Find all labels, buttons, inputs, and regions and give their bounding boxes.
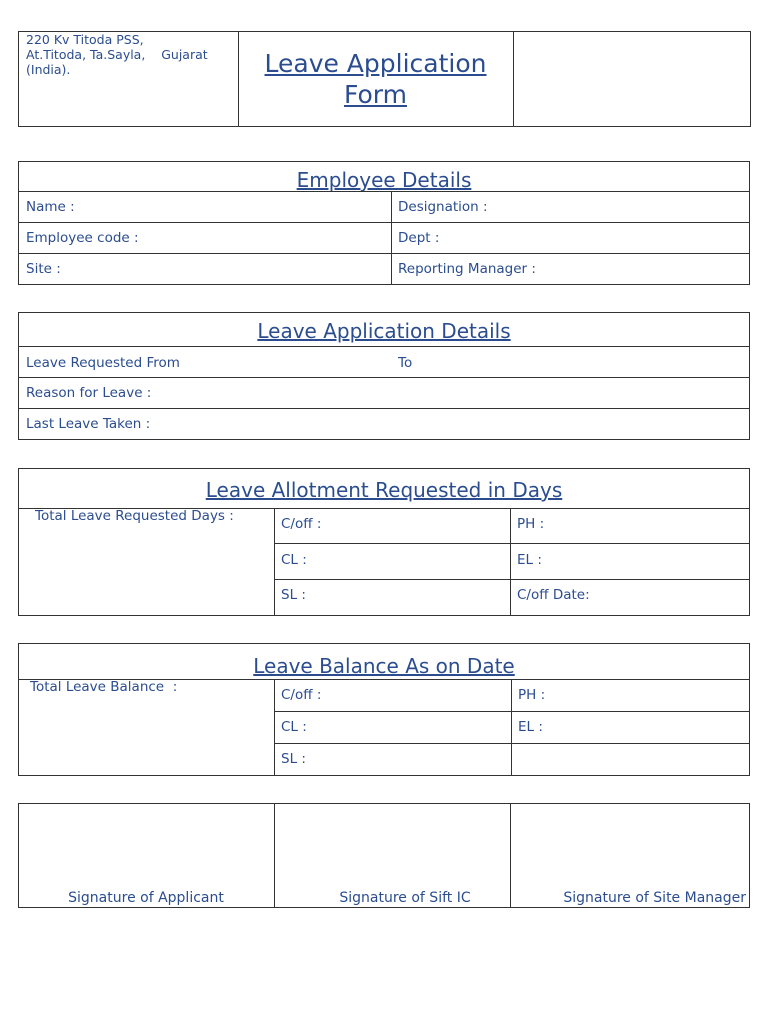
allotment-coff-label: C/off : <box>281 516 322 532</box>
address-line-1: 220 Kv Titoda PSS, <box>26 32 144 47</box>
company-address <box>26 32 234 77</box>
employee-details-title: Employee Details <box>296 168 472 192</box>
balance-el-label: EL : <box>518 719 543 735</box>
balance-col-divider-1 <box>274 679 275 776</box>
leave-allotment-title: Leave Allotment Requested in Days <box>205 478 563 502</box>
allotment-el-label: EL : <box>517 552 542 568</box>
employee-code-label: Employee code : <box>26 230 139 246</box>
allotment-coff-date-label: C/off Date: <box>517 587 590 603</box>
allotment-sl-label: SL : <box>281 587 306 603</box>
leave-app-row-divider-1 <box>18 346 750 347</box>
reporting-manager-label: Reporting Manager : <box>398 261 536 277</box>
site-label: Site : <box>26 261 61 277</box>
balance-sl-label: SL : <box>281 751 306 767</box>
form-title-line-1: Leave Application <box>264 49 487 78</box>
dept-label: Dept : <box>398 230 440 246</box>
allotment-row-divider-3 <box>274 579 750 580</box>
last-leave-taken-label: Last Leave Taken : <box>26 416 151 432</box>
allotment-cl-label: CL : <box>281 552 307 568</box>
balance-ph-label: PH : <box>518 687 546 703</box>
balance-coff-label: C/off : <box>281 687 322 703</box>
employee-row-divider-1 <box>18 191 750 192</box>
leave-to-label: To <box>398 355 413 371</box>
leave-balance-title: Leave Balance As on Date <box>253 654 515 678</box>
designation-label: Designation : <box>398 199 488 215</box>
signature-of-shift-ic: Signature of Sift IC <box>339 890 471 906</box>
total-leave-balance-label: Total Leave Balance : <box>30 679 178 695</box>
form-title <box>238 48 513 110</box>
total-leave-requested-days-label: Total Leave Requested Days : <box>35 508 234 524</box>
form-title-line-2: Form <box>344 80 407 109</box>
logo-area <box>514 32 750 126</box>
reason-for-leave-label: Reason for Leave : <box>26 385 152 401</box>
leave-app-row-divider-3 <box>18 408 750 409</box>
leave-app-row-divider-2 <box>18 377 750 378</box>
address-line-2: At.Titoda, Ta.Sayla, Gujarat <box>26 47 208 62</box>
signature-of-applicant: Signature of Applicant <box>68 890 224 906</box>
balance-cl-label: CL : <box>281 719 307 735</box>
name-label: Name : <box>26 199 75 215</box>
balance-row-divider-3 <box>274 743 750 744</box>
leave-application-title: Leave Application Details <box>257 319 511 343</box>
employee-row-divider-2 <box>18 222 750 223</box>
employee-row-divider-3 <box>18 253 750 254</box>
address-line-3: (India). <box>26 62 71 77</box>
employee-col-divider <box>391 191 392 285</box>
allotment-ph-label: PH : <box>517 516 545 532</box>
balance-row-divider-2 <box>274 711 750 712</box>
signature-of-site-manager: Signature of Site Manager <box>563 890 746 906</box>
allotment-col-divider-1 <box>274 508 275 616</box>
leave-requested-from-label: Leave Requested From <box>26 355 180 371</box>
allotment-col-divider-2 <box>510 508 511 616</box>
allotment-row-divider-2 <box>274 543 750 544</box>
balance-col-divider-2 <box>511 679 512 776</box>
